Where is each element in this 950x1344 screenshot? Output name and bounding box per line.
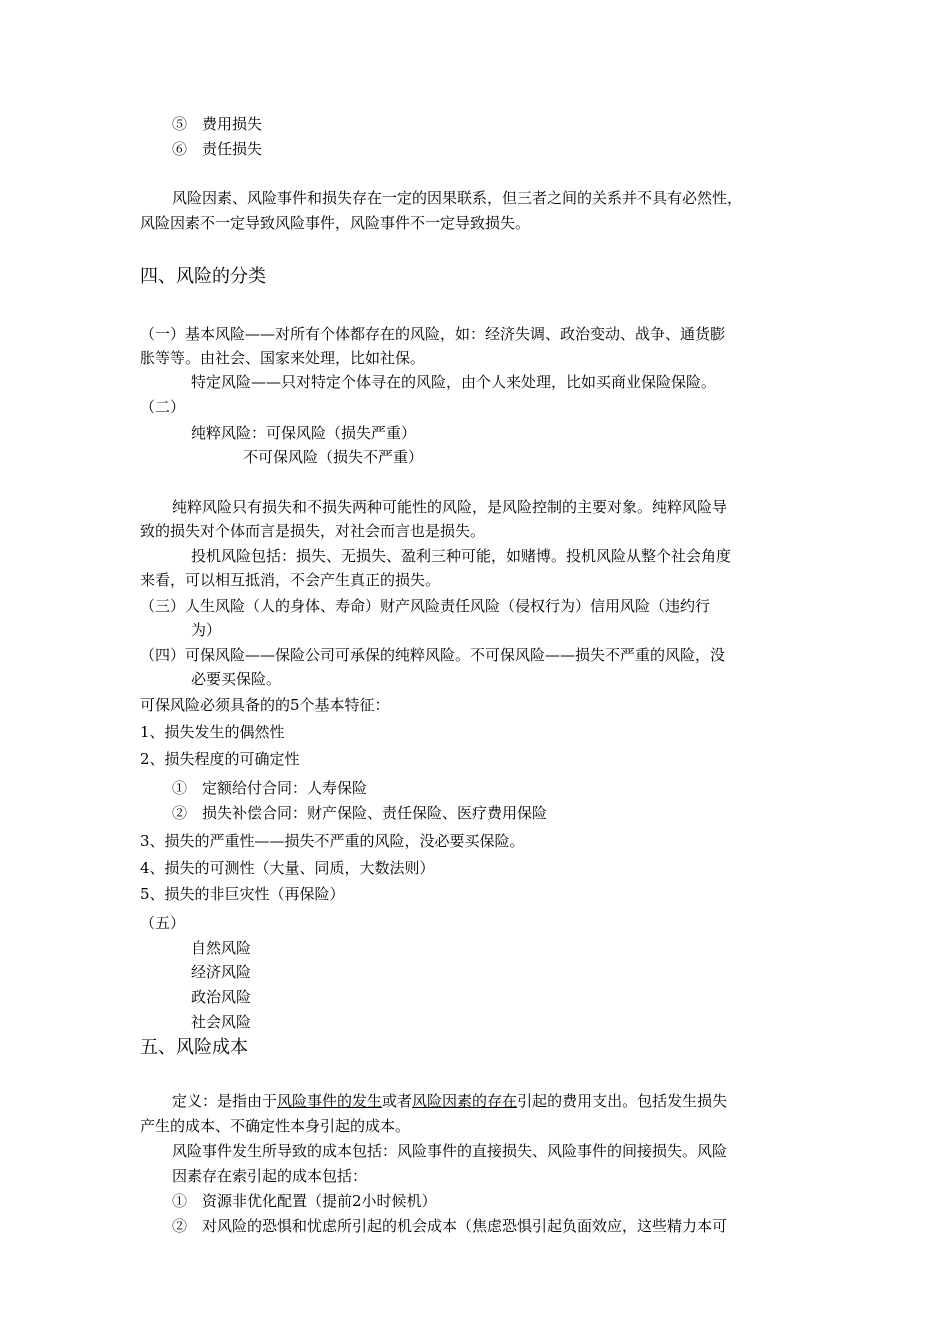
paragraph-line: （五） [140,914,186,932]
paragraph-line: （二） [140,398,186,416]
paragraph-line-definition [172,1091,727,1111]
text-run: 定义：是指由于 [172,1092,278,1110]
paragraph-line: 特定风险——只对特定个体寻在的风险，由个人来处理，比如买商业保险保险。 [191,373,717,391]
underlined-term: 风险因素的存在 [412,1092,518,1110]
text-run: 或者 [382,1092,413,1110]
list-item: ① 定额给付合同：人寿保险 [172,779,368,797]
paragraph-line: 纯粹风险只有损失和不损失两种可能性的风险，是风险控制的主要对象。纯粹风险导 [172,498,728,516]
list-item: ① 资源非优化配置（提前2小时候机） [172,1192,437,1210]
paragraph-line: 为） [191,621,222,639]
list-item: 自然风险 [191,939,252,957]
paragraph-line: 胀等等。由社会、国家来处理，比如社保。 [140,349,426,367]
list-item-expense-loss: ⑤ 费用损失 [172,115,263,133]
text-run: 引起的费用支出。包括发生损失 [517,1092,728,1110]
paragraph-line: 可保风险必须具备的的5个基本特征： [140,696,390,714]
paragraph-line: （一）基本风险——对所有个体都存在的风险，如：经济失调、政治变动、战争、通货膨 [140,325,726,343]
paragraph-line: 不可保风险（损失不严重） [243,448,424,466]
paragraph-line: 产生的成本、不确定性本身引起的成本。 [140,1117,411,1135]
paragraph-line: 风险因素不一定导致风险事件，风险事件不一定导致损失。 [140,214,531,232]
paragraph-line: 风险事件发生所导致的成本包括：风险事件的直接损失、风险事件的间接损失。风险 [172,1142,728,1160]
list-item: 3、损失的严重性——损失不严重的风险，没必要买保险。 [140,832,525,850]
paragraph-line: 因素存在索引起的成本包括： [172,1167,368,1185]
list-item: 1、损失发生的偶然性 [140,723,285,741]
paragraph-line: 来看，可以相互抵消，不会产生真正的损失。 [140,571,441,589]
paragraph-line: 必要买保险。 [191,670,282,688]
list-item-liability-loss: ⑥ 责任损失 [172,140,263,158]
paragraph-line: 纯粹风险：可保风险（损失严重） [191,424,417,442]
paragraph-line: 致的损失对个体而言是损失，对社会而言也是损失。 [140,522,486,540]
underlined-term: 风险事件的发生 [277,1092,383,1110]
list-item: ② 对风险的恐惧和忧虑所引起的机会成本（焦虑恐惧引起负面效应，这些精力本可 [172,1217,728,1235]
list-item: 5、损失的非巨灾性（再保险） [140,885,345,903]
list-item: 政治风险 [191,988,252,1006]
paragraph-line: （三）人生风险（人的身体、寿命）财产风险责任风险（侵权行为）信用风险（违约行 [140,597,711,615]
list-item: 社会风险 [191,1013,252,1031]
section-heading-risk-classification: 四、风险的分类 [140,266,266,287]
paragraph-line: 风险因素、风险事件和损失存在一定的因果联系，但三者之间的关系并不具有必然性， [172,189,743,207]
section-heading-risk-cost: 五、风险成本 [140,1037,248,1058]
list-item: ② 损失补偿合同：财产保险、责任保险、医疗费用保险 [172,804,548,822]
paragraph-line: （四）可保风险——保险公司可承保的纯粹风险。不可保风险——损失不严重的风险，没 [140,646,726,664]
paragraph-line: 投机风险包括：损失、无损失、盈利三种可能，如赌博。投机风险从整个社会角度 [191,547,732,565]
list-item: 4、损失的可测性（大量、同质，大数法则） [140,859,435,877]
list-item: 2、损失程度的可确定性 [140,750,300,768]
list-item: 经济风险 [191,963,252,981]
